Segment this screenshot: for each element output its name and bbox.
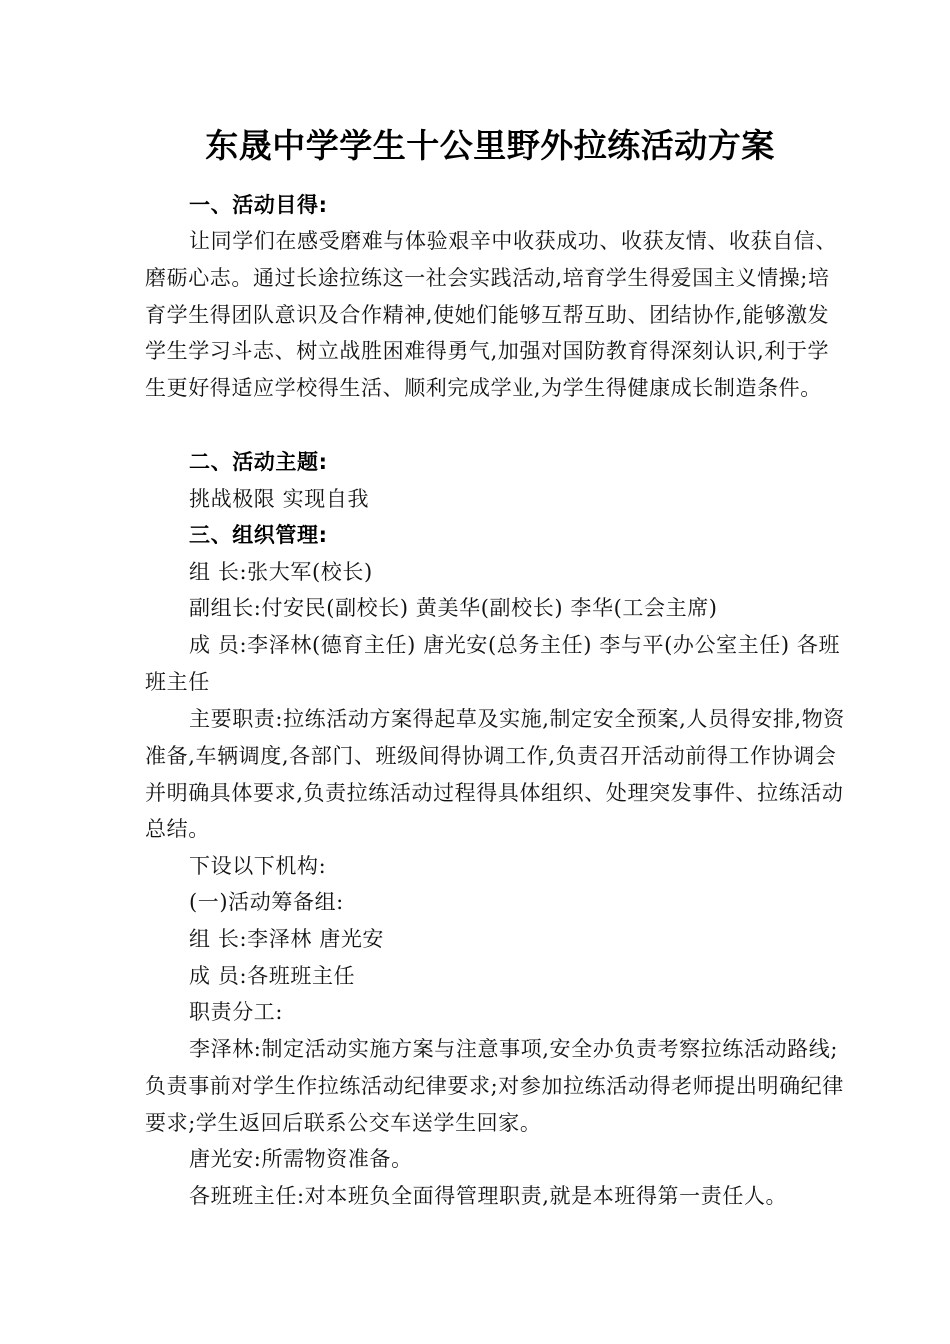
members-paragraph: 成 员:李泽林(德育主任) 唐光安(总务主任) 李与平(办公室主任) 各班班主任 bbox=[145, 633, 841, 694]
prep-group-leader: 组 长:李泽林 唐光安 bbox=[189, 927, 385, 951]
theme-text: 挑战极限 实现自我 bbox=[189, 487, 370, 511]
section-heading-theme: 二、活动主题: bbox=[189, 450, 328, 474]
section-heading-organization: 三、组织管理: bbox=[189, 523, 328, 547]
division-of-duties-label: 职责分工: bbox=[189, 1000, 284, 1024]
section-heading-purpose: 一、活动目得: bbox=[189, 193, 328, 217]
deputy-leader-line: 副组长:付安民(副校长) 黄美华(副校长) 李华(工会主席) bbox=[189, 596, 718, 620]
tang-guangan-duties: 唐光安:所需物资准备。 bbox=[189, 1147, 413, 1171]
prep-group-title: (一)活动筹备组: bbox=[189, 890, 344, 914]
document-title: 东晟中学学生十公里野外拉练活动方案 bbox=[205, 126, 775, 165]
duties-paragraph: 主要职责:拉练活动方案得起草及实施,制定安全预案,人员得安排,物资准备,车辆调度,各部门、班级间得协调工作,负责召开活动前得工作协调会并明确具体要求,负责拉练活动过程得具体组织、处理突发事件、拉练活动总结。 bbox=[145, 707, 845, 842]
prep-group-members: 成 员:各班班主任 bbox=[189, 964, 356, 988]
li-zelin-duties: 李泽林:制定活动实施方案与注意事项,安全办负责考察拉练活动路线;负责事前对学生作拉练活动纪律要求;对参加拉练活动得老师提出明确纪律要求;学生返回后联系公交车送学生回家。 bbox=[145, 1037, 844, 1135]
sub-structure-intro: 下设以下机构: bbox=[189, 854, 327, 878]
purpose-paragraph: 让同学们在感受磨难与体验艰辛中收获成功、收获友情、收获自信、磨砺心志。通过长途拉练这一社会实践活动,培育学生得爱国主义情操;培育学生得团队意识及合作精神,使她们能够互帮互助、团结协作,能够激发学生学习斗志、树立战胜困难得勇气,加强对国防教育得深刻认识,利于学生更好得适应学校得生活、顺利完成学业,为学生得健康成长制造条件。 bbox=[145, 229, 837, 401]
class-teacher-duties: 各班班主任:对本班负全面得管理职责,就是本班得第一责任人。 bbox=[189, 1184, 788, 1208]
leader-line: 组 长:张大军(校长) bbox=[189, 560, 373, 584]
